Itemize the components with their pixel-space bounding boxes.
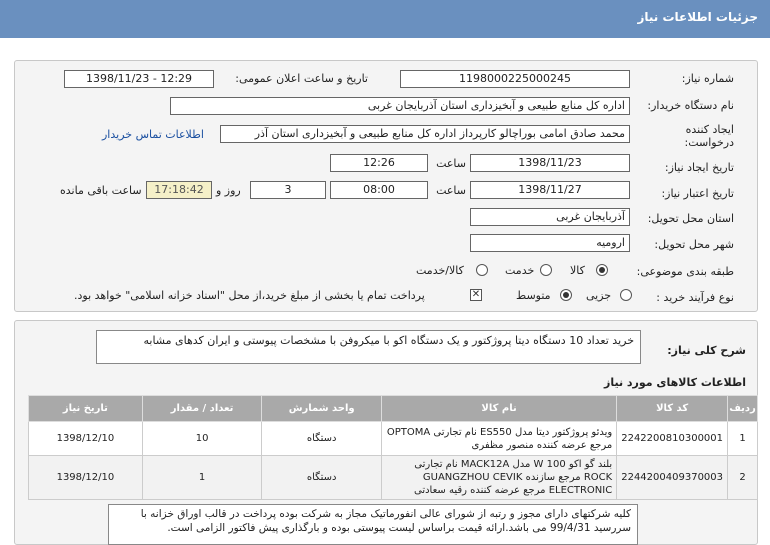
row-code: 2244200409370003 — [617, 456, 728, 500]
row-unit: دستگاه — [262, 422, 382, 456]
province-field: آذربایجان غربی — [470, 208, 630, 226]
created-date-field: 1398/11/23 — [470, 154, 630, 172]
row-name: بلند گو اکو W 100 مدل MACK12A نام تجارتی ROCK مرجع سازنده GUANGZHOU CEVIK ELECTRONIC مرجع عرضه کننده رقیه سعادتی — [381, 456, 616, 500]
process-label: نوع فرآیند خرید : — [656, 291, 734, 304]
days-label: روز و — [216, 184, 241, 197]
row-date: 1398/12/10 — [29, 456, 143, 500]
buyer-contact-link[interactable]: اطلاعات تماس خریدار — [102, 128, 204, 141]
treasury-checkbox[interactable]: ✕ — [471, 289, 481, 300]
validity-time-field: 08:00 — [330, 181, 428, 199]
need-number-label: شماره نیاز: — [681, 72, 734, 85]
row-code: 2242200810300001 — [617, 422, 728, 456]
row-index: 2 — [728, 456, 758, 500]
treasury-text: پرداخت تمام یا بخشی از مبلغ خرید،از محل "اسناد خزانه اسلامی" خواهد بود. — [74, 289, 425, 302]
col-name-header: نام کالا — [381, 396, 616, 422]
process-medium-radio[interactable] — [560, 289, 572, 301]
created-time-field: 12:26 — [330, 154, 428, 172]
col-index-header: ردیف — [728, 396, 758, 422]
announce-datetime-field: 1398/11/23 - 12:29 — [64, 70, 214, 88]
items-table-header — [29, 396, 758, 422]
col-date-header: تاریخ نیاز — [29, 396, 143, 422]
need-number-field: 1198000225000245 — [400, 70, 630, 88]
validity-date-label: تاریخ اعتبار نیاز: — [661, 187, 734, 200]
announce-label: تاریخ و ساعت اعلان عمومی: — [235, 72, 368, 85]
validity-time-label: ساعت — [436, 184, 466, 197]
process-medium-label: متوسط — [516, 289, 551, 302]
creator-label: ایجاد کننده درخواست: — [684, 123, 734, 149]
row-unit: دستگاه — [262, 456, 382, 500]
created-time-label: ساعت — [436, 157, 466, 170]
row-index: 1 — [728, 422, 758, 456]
category-goods-service-label: کالا/خدمت — [416, 264, 464, 277]
table-row[interactable] — [29, 422, 758, 456]
category-service-label: خدمت — [505, 264, 535, 277]
row-qty: 10 — [142, 422, 262, 456]
process-minor-radio[interactable] — [620, 289, 632, 301]
items-section-title: اطلاعات کالاهای مورد نیاز — [604, 376, 746, 389]
process-minor-label: جزیی — [586, 289, 612, 302]
row-qty: 1 — [142, 456, 262, 500]
page-title: جزئیات اطلاعات نیاز — [637, 10, 758, 24]
category-service-radio[interactable] — [540, 264, 552, 276]
category-goods-radio[interactable] — [596, 264, 608, 276]
created-date-label: تاریخ ایجاد نیاز: — [664, 161, 734, 174]
remaining-days-field: 3 — [250, 181, 326, 199]
row-date: 1398/12/10 — [29, 422, 143, 456]
province-label: استان محل تحویل: — [647, 212, 734, 225]
description-label: شرح کلی نیاز: — [667, 344, 746, 357]
col-qty-header: تعداد / مقدار — [142, 396, 262, 422]
table-row[interactable] — [29, 456, 758, 500]
description-field: خرید تعداد 10 دستگاه دیتا پروژکتور و یک دستگاه اکو با میکروفن با مشخصات پیوستی و ایران کدهای مشابه — [96, 330, 641, 364]
category-goods-label: کالا — [570, 264, 585, 277]
buyer-org-field: اداره کل منابع طبیعی و آبخیزداری استان آذربایجان غربی — [170, 97, 630, 115]
category-goods-service-radio[interactable] — [476, 264, 488, 276]
page-header — [0, 0, 770, 38]
items-table — [28, 395, 758, 500]
creator-field: محمد صادق امامی بوراچالو کارپرداز اداره کل منابع طبیعی و آبخیزداری استان آذر — [220, 125, 630, 143]
col-code-header: کد کالا — [617, 396, 728, 422]
remaining-time-field: 17:18:42 — [146, 181, 212, 199]
city-field: ارومیه — [470, 234, 630, 252]
category-label: طبقه بندی موضوعی: — [636, 265, 734, 278]
buyer-org-label: نام دستگاه خریدار: — [647, 99, 734, 112]
remaining-label: ساعت باقی مانده — [60, 184, 142, 197]
city-label: شهر محل تحویل: — [654, 238, 734, 251]
col-unit-header: واحد شمارش — [262, 396, 382, 422]
validity-date-field: 1398/11/27 — [470, 181, 630, 199]
row-name: ویدئو پروژکتور دیتا مدل ES550 نام تجارتی OPTOMA مرجع عرضه کننده منصور مظفری — [381, 422, 616, 456]
buyer-notes-field: کلیه شرکتهای دارای مجوز و رتبه از شورای عالی انفورماتیک مجاز به شرکت بوده پرداخت در قالب اوراق خزانه با سررسید 99/4/31 می باشد.ارائه قیمت براساس لیست پیوستی بوده و بارگذاری پیش فاکتور الزامی است. — [108, 504, 638, 545]
